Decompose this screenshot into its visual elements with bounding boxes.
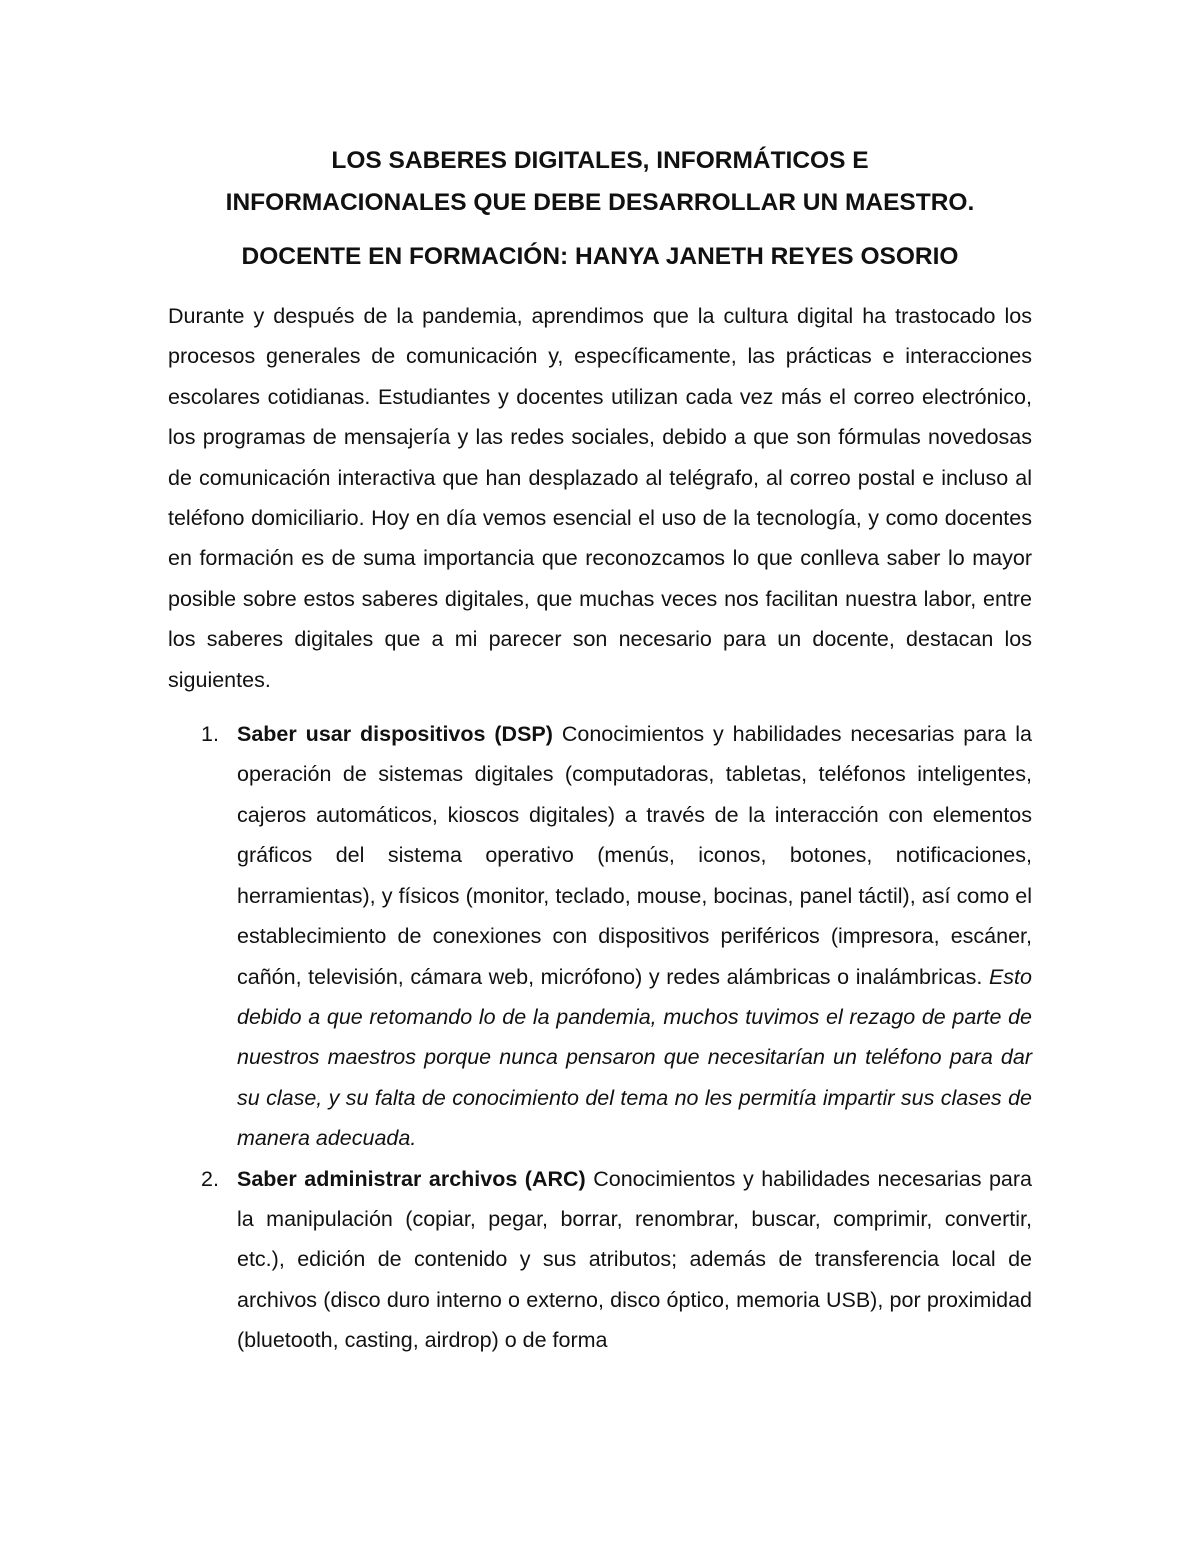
list-item-number: 1. (201, 722, 219, 747)
list-item-body: Conocimientos y habilidades necesarias para la operación de sistemas digitales (computadoras, tabletas, teléfonos inteligentes, cajeros automáticos, kioscos digitales) a través de la interacción con elementos gráficos del sistema operativo (menús, iconos, botones, notificaciones, herramientas), y físicos (monitor, teclado, mouse, bocinas, panel táctil), así como el establecimiento de conexiones con dispositivos periféricos (impresora, escáner, cañón, televisión, cámara web, micrófono) y redes alámbricas o inalámbricas. (237, 722, 1032, 989)
author-line: DOCENTE EN FORMACIÓN: HANYA JANETH REYES OSORIO (241, 243, 959, 270)
list-item-number: 2. (201, 1166, 219, 1191)
list-item-body: Conocimientos y habilidades necesarias para la manipulación (copiar, pegar, borrar, renombrar, buscar, comprimir, convertir, etc.), edición de contenido y sus atributos; además de transferencia local de archivos (disco duro interno o externo, disco óptico, memoria USB), por proximidad (bluetooth, casting, airdrop) o de forma (237, 1166, 1033, 1353)
document-title (168, 140, 1032, 224)
list-item-heading: Saber administrar archivos (ARC) (237, 1166, 586, 1191)
list-item (168, 1159, 1032, 1361)
saberes-list (168, 714, 1032, 1361)
title-line-2: INFORMACIONALES QUE DEBE DESARROLLAR UN MAESTRO. (225, 189, 975, 216)
list-item-heading: Saber usar dispositivos (DSP) (237, 722, 553, 747)
title-line-1: LOS SABERES DIGITALES, INFORMÁTICOS E (331, 147, 869, 174)
list-item (168, 714, 1032, 1158)
list-item-italic-note: Esto debido a que retomando lo de la pandemia, muchos tuvimos el rezago de parte de nuestros maestros porque nunca pensaron que necesitarían un teléfono para dar su clase, y su falta de conocimiento del tema no les permitía impartir sus clases de manera adecuada. (237, 964, 1032, 1151)
intro-paragraph: Durante y después de la pandemia, aprendimos que la cultura digital ha trastocado los procesos generales de comunicación y, específicamente, las prácticas e interacciones escolares cotidianas. Estudiantes y docentes utilizan cada vez más el correo electrónico, los programas de mensajería y las redes sociales, debido a que son fórmulas novedosas de comunicación interactiva que han desplazado al telégrafo, al correo postal e incluso al teléfono domiciliario. Hoy en día vemos esencial el uso de la tecnología, y como docentes en formación es de suma importancia que reconozcamos lo que conlleva saber lo mayor posible sobre estos saberes digitales, que muchas veces nos facilitan nuestra labor, entre los saberes digitales que a mi parecer son necesario para un docente, destacan los siguientes. (168, 304, 1032, 692)
